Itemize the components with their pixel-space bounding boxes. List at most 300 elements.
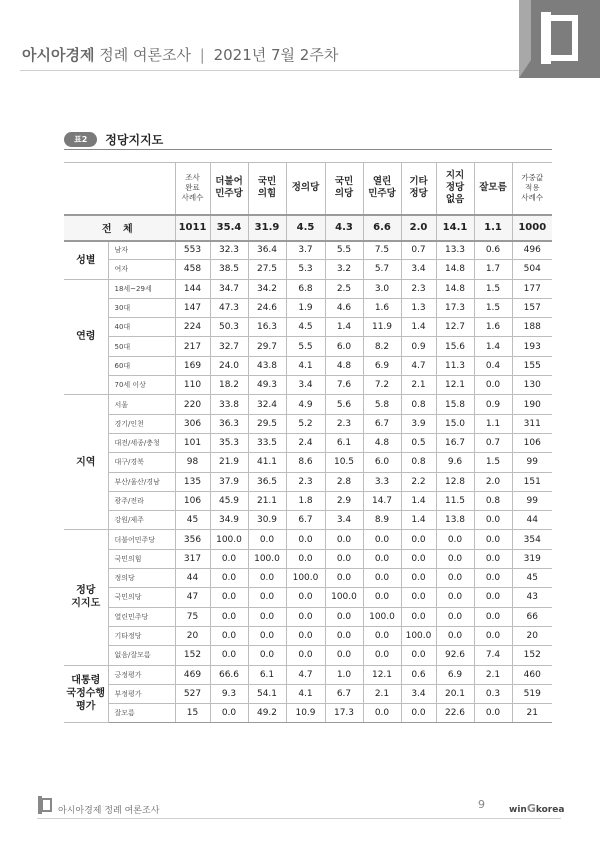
table-cell: 469	[175, 665, 210, 684]
table-cell: 224	[175, 318, 210, 337]
table-cell: 3.9	[401, 414, 436, 433]
group-label: 정당 지지도	[64, 530, 108, 665]
table-cell: 100.0	[363, 607, 401, 626]
table-cell: 9.6	[436, 453, 474, 472]
table-cell: 45.9	[210, 491, 248, 510]
table-cell: 0.8	[401, 395, 436, 414]
table-cell: 32.3	[210, 241, 248, 260]
table-cell: 0.0	[363, 588, 401, 607]
header-subtitle: 정례 여론조사	[99, 46, 191, 64]
table-cell: 38.5	[210, 260, 248, 279]
row-label: 여자	[108, 260, 175, 279]
table-cell: 4.1	[286, 684, 325, 703]
table-cell: 11.5	[436, 491, 474, 510]
table-cell: 0.0	[474, 530, 512, 549]
table-cell: 6.0	[325, 337, 363, 356]
table-row	[64, 472, 552, 491]
table-cell: 45	[175, 511, 210, 530]
table-cell: 33.5	[248, 433, 286, 452]
table-cell: 106	[512, 433, 552, 452]
table-cell: 4.9	[286, 395, 325, 414]
table-cell: 8.2	[363, 337, 401, 356]
table-cell: 6.0	[363, 453, 401, 472]
group-label: 성별	[64, 241, 108, 280]
row-label: 대구/경북	[108, 453, 175, 472]
table-cell: 1.6	[363, 298, 401, 317]
table-cell: 0.0	[286, 646, 325, 665]
table-cell: 0.0	[436, 549, 474, 568]
table-cell: 2.9	[325, 491, 363, 510]
table-cell: 0.0	[286, 530, 325, 549]
table-cell: 10.9	[286, 704, 325, 723]
table-cell: 5.6	[325, 395, 363, 414]
table-cell: 1.0	[325, 665, 363, 684]
table-cell: 7.5	[363, 241, 401, 260]
group-label: 연령	[64, 279, 108, 395]
table-cell: 100.0	[248, 549, 286, 568]
table-cell: 1.5	[474, 298, 512, 317]
table-cell: 0.0	[474, 511, 512, 530]
row-label: 30대	[108, 298, 175, 317]
table-cell: 0.0	[401, 704, 436, 723]
table-cell: 21	[512, 704, 552, 723]
table-cell: 188	[512, 318, 552, 337]
table-cell: 2.8	[325, 472, 363, 491]
table-cell: 6.7	[363, 414, 401, 433]
table-cell: 101	[175, 433, 210, 452]
table-cell: 1.4	[401, 511, 436, 530]
table-cell: 12.7	[436, 318, 474, 337]
table-cell: 4.8	[325, 356, 363, 375]
table-cell: 0.8	[401, 453, 436, 472]
table-cell: 0.0	[474, 569, 512, 588]
table-cell: 99	[512, 453, 552, 472]
column-header: 잘모름	[474, 163, 512, 215]
table-cell: 2.3	[325, 414, 363, 433]
table-cell: 3.2	[325, 260, 363, 279]
table-row	[64, 607, 552, 626]
table-cell: 6.9	[436, 665, 474, 684]
table-cell: 6.1	[248, 665, 286, 684]
total-value: 1011	[175, 215, 210, 241]
table-cell: 92.6	[436, 646, 474, 665]
table-cell: 0.7	[474, 433, 512, 452]
table-cell: 0.0	[325, 646, 363, 665]
table-cell: 35.3	[210, 433, 248, 452]
table-cell: 0.7	[401, 241, 436, 260]
column-header: 국민 의당	[325, 163, 363, 215]
table-cell: 27.5	[248, 260, 286, 279]
footer-logo-g: G	[526, 802, 536, 815]
table-cell: 1.9	[286, 298, 325, 317]
footer-logo-icon	[37, 795, 55, 815]
table-cell: 190	[512, 395, 552, 414]
table-cell: 458	[175, 260, 210, 279]
table-cell: 4.7	[286, 665, 325, 684]
column-header: 기타 정당	[401, 163, 436, 215]
table-cell: 0.0	[248, 646, 286, 665]
table-cell: 0.0	[401, 530, 436, 549]
table-cell: 7.6	[325, 376, 363, 395]
table-cell: 100.0	[210, 530, 248, 549]
table-cell: 16.7	[436, 433, 474, 452]
table-row	[64, 646, 552, 665]
table-cell: 36.3	[210, 414, 248, 433]
group-label: 지역	[64, 395, 108, 530]
table-cell: 0.4	[474, 356, 512, 375]
total-value: 35.4	[210, 215, 248, 241]
table-cell: 0.6	[474, 241, 512, 260]
table-cell: 47	[175, 588, 210, 607]
corner-logo-icon	[519, 0, 600, 78]
table-cell: 0.0	[248, 607, 286, 626]
table-cell: 50.3	[210, 318, 248, 337]
header-divider	[20, 70, 540, 71]
page-number: 9	[478, 798, 485, 811]
table-cell: 0.0	[286, 588, 325, 607]
table-cell: 2.3	[401, 279, 436, 298]
table-cell: 155	[512, 356, 552, 375]
total-value: 6.6	[363, 215, 401, 241]
table-cell: 20	[175, 626, 210, 645]
column-header: 조사 완료 사례수	[175, 163, 210, 215]
table-cell: 0.0	[401, 607, 436, 626]
table-row	[64, 453, 552, 472]
table-cell: 135	[175, 472, 210, 491]
table-cell: 152	[512, 646, 552, 665]
table-cell: 17.3	[325, 704, 363, 723]
table-cell: 22.6	[436, 704, 474, 723]
table-cell: 11.9	[363, 318, 401, 337]
table-cell: 10.5	[325, 453, 363, 472]
table-cell: 5.3	[286, 260, 325, 279]
table-cell: 0.0	[248, 588, 286, 607]
table-cell: 49.3	[248, 376, 286, 395]
row-label: 잘모름	[108, 704, 175, 723]
table-cell: 0.0	[248, 569, 286, 588]
row-label: 더불어민주당	[108, 530, 175, 549]
table-cell: 5.5	[325, 241, 363, 260]
table-cell: 1.4	[474, 337, 512, 356]
table-cell: 44	[512, 511, 552, 530]
table-cell: 43	[512, 588, 552, 607]
footer-title	[58, 803, 159, 816]
table-cell: 0.6	[401, 665, 436, 684]
table-cell: 0.0	[210, 569, 248, 588]
table-cell: 306	[175, 414, 210, 433]
table-cell: 14.8	[436, 260, 474, 279]
table-row	[64, 569, 552, 588]
table-cell: 0.0	[210, 588, 248, 607]
table-cell: 54.1	[248, 684, 286, 703]
table-row	[64, 530, 552, 549]
header-brand: 아시아경제	[22, 46, 95, 64]
table-cell: 2.1	[363, 684, 401, 703]
table-cell: 0.0	[436, 588, 474, 607]
table-cell: 0.0	[210, 626, 248, 645]
table-cell: 1.6	[474, 318, 512, 337]
table-row	[64, 414, 552, 433]
table-cell: 0.0	[210, 704, 248, 723]
table-cell: 220	[175, 395, 210, 414]
table-row	[64, 665, 552, 684]
table-cell: 2.0	[474, 472, 512, 491]
table-row	[64, 260, 552, 279]
table-cell: 130	[512, 376, 552, 395]
table-cell: 6.7	[325, 684, 363, 703]
table-cell: 45	[512, 569, 552, 588]
row-label: 부정평가	[108, 684, 175, 703]
table-cell: 47.3	[210, 298, 248, 317]
table-cell: 0.0	[286, 626, 325, 645]
table-cell: 0.0	[325, 569, 363, 588]
table-cell: 3.4	[286, 376, 325, 395]
column-header: 국민 의힘	[248, 163, 286, 215]
table-cell: 0.0	[436, 626, 474, 645]
table-cell: 106	[175, 491, 210, 510]
table-cell: 100.0	[325, 588, 363, 607]
table-cell: 5.8	[363, 395, 401, 414]
page-header	[0, 0, 600, 80]
table-row	[64, 356, 552, 375]
table-cell: 144	[175, 279, 210, 298]
table-cell: 0.0	[210, 646, 248, 665]
table-cell: 157	[512, 298, 552, 317]
table-row	[64, 395, 552, 414]
table-cell: 0.0	[436, 607, 474, 626]
row-label: 60대	[108, 356, 175, 375]
row-label: 강원/제주	[108, 511, 175, 530]
table-cell: 0.0	[474, 588, 512, 607]
column-header: 열린 민주당	[363, 163, 401, 215]
table-cell: 177	[512, 279, 552, 298]
table-cell: 18.2	[210, 376, 248, 395]
total-value: 4.3	[325, 215, 363, 241]
table-cell: 6.8	[286, 279, 325, 298]
table-cell: 0.0	[401, 588, 436, 607]
table-cell: 36.4	[248, 241, 286, 260]
table-cell: 20	[512, 626, 552, 645]
row-label: 남자	[108, 241, 175, 260]
table-cell: 15	[175, 704, 210, 723]
total-value: 31.9	[248, 215, 286, 241]
table-cell: 4.8	[363, 433, 401, 452]
header-corner-cell	[64, 163, 175, 215]
table-cell: 0.0	[474, 607, 512, 626]
table-cell: 193	[512, 337, 552, 356]
table-cell: 0.0	[286, 549, 325, 568]
table-cell: 0.0	[210, 549, 248, 568]
table-cell: 17.3	[436, 298, 474, 317]
table-cell: 24.0	[210, 356, 248, 375]
footer-logo-prefix: win	[509, 805, 527, 815]
table-cell: 3.4	[401, 684, 436, 703]
table-cell: 30.9	[248, 511, 286, 530]
table-cell: 151	[512, 472, 552, 491]
table-cell: 519	[512, 684, 552, 703]
table-number-badge: 표2	[64, 132, 97, 147]
table-cell: 0.0	[474, 704, 512, 723]
table-cell: 2.3	[286, 472, 325, 491]
table-cell: 29.5	[248, 414, 286, 433]
header-period: 2021년 7월 2주차	[213, 46, 339, 64]
table-cell: 75	[175, 607, 210, 626]
table-cell: 0.3	[474, 684, 512, 703]
table-cell: 6.7	[286, 511, 325, 530]
table-cell: 2.5	[325, 279, 363, 298]
table-row	[64, 433, 552, 452]
row-label: 국민의당	[108, 588, 175, 607]
row-label: 40대	[108, 318, 175, 337]
table-cell: 3.3	[363, 472, 401, 491]
table-cell: 4.1	[286, 356, 325, 375]
table-cell: 12.8	[436, 472, 474, 491]
table-cell: 527	[175, 684, 210, 703]
footer-divider	[37, 818, 561, 819]
table-cell: 553	[175, 241, 210, 260]
table-cell: 100.0	[286, 569, 325, 588]
table-cell: 32.4	[248, 395, 286, 414]
table-cell: 98	[175, 453, 210, 472]
table-cell: 0.0	[436, 530, 474, 549]
row-label: 경기/인천	[108, 414, 175, 433]
table-cell: 2.4	[286, 433, 325, 452]
row-label: 긍정평가	[108, 665, 175, 684]
table-cell: 21.9	[210, 453, 248, 472]
table-cell: 66.6	[210, 665, 248, 684]
table-cell: 14.7	[363, 491, 401, 510]
table-cell: 0.0	[363, 569, 401, 588]
total-row	[64, 215, 552, 241]
table-cell: 7.2	[363, 376, 401, 395]
column-header: 정의당	[286, 163, 325, 215]
section-title	[64, 131, 163, 148]
table-row	[64, 704, 552, 723]
table-row	[64, 298, 552, 317]
table-row	[64, 318, 552, 337]
row-label: 정의당	[108, 569, 175, 588]
footer-subtitle: 정례 여론조사	[104, 806, 160, 816]
table-cell: 0.0	[363, 530, 401, 549]
table-cell: 3.4	[325, 511, 363, 530]
table-cell: 5.7	[363, 260, 401, 279]
footer-logo-suffix: korea	[535, 805, 565, 815]
table-cell: 66	[512, 607, 552, 626]
table-cell: 41.1	[248, 453, 286, 472]
table-cell: 0.9	[474, 395, 512, 414]
table-cell: 0.0	[286, 607, 325, 626]
table-cell: 3.7	[286, 241, 325, 260]
table-cell: 317	[175, 549, 210, 568]
table-cell: 0.0	[363, 704, 401, 723]
table-cell: 33.8	[210, 395, 248, 414]
table-row	[64, 376, 552, 395]
table-cell: 0.0	[401, 569, 436, 588]
table-cell: 2.2	[401, 472, 436, 491]
table-cell: 1.8	[286, 491, 325, 510]
table-cell: 496	[512, 241, 552, 260]
table-cell: 100.0	[401, 626, 436, 645]
table-cell: 20.1	[436, 684, 474, 703]
table-cell: 152	[175, 646, 210, 665]
table-cell: 1.4	[401, 491, 436, 510]
total-value: 14.1	[436, 215, 474, 241]
table-cell: 0.9	[401, 337, 436, 356]
table-cell: 16.3	[248, 318, 286, 337]
header-separator: |	[199, 46, 205, 64]
table-cell: 0.0	[363, 549, 401, 568]
table-cell: 7.4	[474, 646, 512, 665]
table-cell: 15.0	[436, 414, 474, 433]
table-cell: 5.2	[286, 414, 325, 433]
table-cell: 217	[175, 337, 210, 356]
table-cell: 319	[512, 549, 552, 568]
table-cell: 460	[512, 665, 552, 684]
table-cell: 356	[175, 530, 210, 549]
table-cell: 8.6	[286, 453, 325, 472]
table-cell: 6.9	[363, 356, 401, 375]
header-title	[22, 44, 338, 65]
row-label: 서울	[108, 395, 175, 414]
row-label: 부산/울산/경남	[108, 472, 175, 491]
table-row	[64, 549, 552, 568]
footer-brand-logo	[509, 802, 564, 815]
table-cell: 14.8	[436, 279, 474, 298]
row-label: 대전/세종/충청	[108, 433, 175, 452]
table-cell: 3.0	[363, 279, 401, 298]
table-cell: 0.0	[325, 626, 363, 645]
table-cell: 0.0	[401, 646, 436, 665]
table-cell: 0.0	[474, 376, 512, 395]
table-row	[64, 511, 552, 530]
table-cell: 1.5	[474, 453, 512, 472]
footer-brand: 아시아경제	[58, 806, 102, 816]
table-cell: 311	[512, 414, 552, 433]
table-cell: 0.0	[248, 530, 286, 549]
row-label: 18세~29세	[108, 279, 175, 298]
table-cell: 0.0	[248, 626, 286, 645]
row-label: 열린민주당	[108, 607, 175, 626]
table-cell: 0.0	[474, 626, 512, 645]
table-row	[64, 491, 552, 510]
table-cell: 24.6	[248, 298, 286, 317]
total-value: 1.1	[474, 215, 512, 241]
table-cell: 29.7	[248, 337, 286, 356]
table-row	[64, 279, 552, 298]
table-cell: 99	[512, 491, 552, 510]
table-cell: 43.8	[248, 356, 286, 375]
table-cell: 110	[175, 376, 210, 395]
row-label: 국민의힘	[108, 549, 175, 568]
survey-table	[64, 162, 552, 723]
column-header: 지지 정당 없음	[436, 163, 474, 215]
section-heading: 정당지지도	[105, 133, 164, 147]
table-cell: 504	[512, 260, 552, 279]
table-cell: 5.5	[286, 337, 325, 356]
table-cell: 0.5	[401, 433, 436, 452]
table-cell: 1.7	[474, 260, 512, 279]
table-cell: 15.6	[436, 337, 474, 356]
table-cell: 13.8	[436, 511, 474, 530]
row-label: 50대	[108, 337, 175, 356]
total-value: 2.0	[401, 215, 436, 241]
table-cell: 34.9	[210, 511, 248, 530]
table-cell: 36.5	[248, 472, 286, 491]
table-cell: 0.8	[474, 491, 512, 510]
row-label: 기타정당	[108, 626, 175, 645]
table-cell: 1.4	[325, 318, 363, 337]
table-row	[64, 241, 552, 260]
